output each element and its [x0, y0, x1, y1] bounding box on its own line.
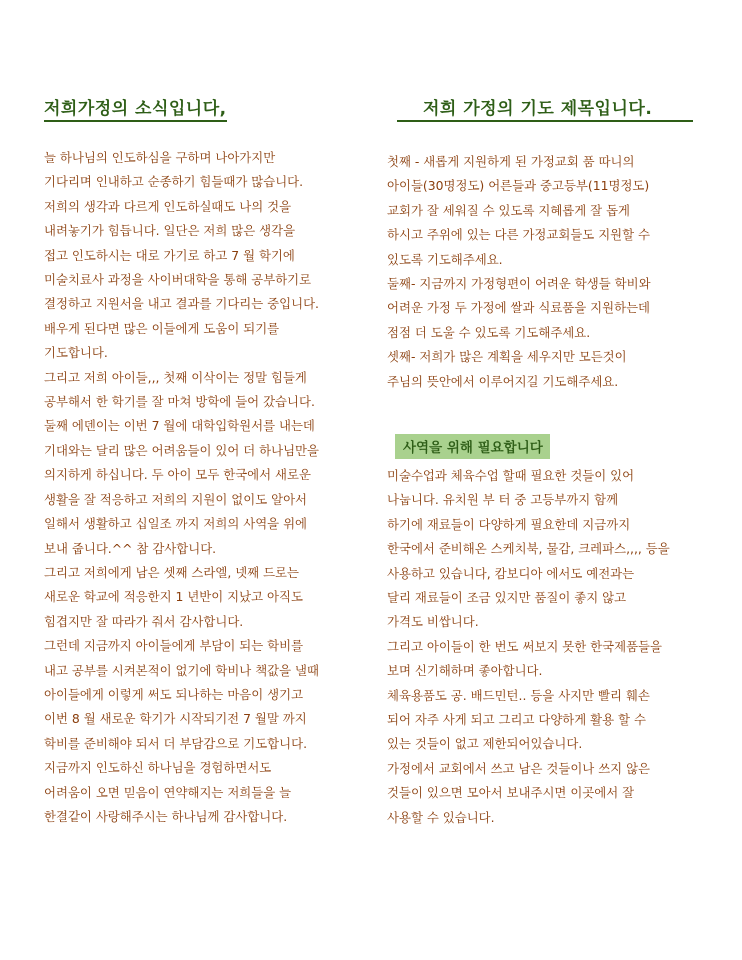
- family-news-line: 힘겹지만 잘 따라가 줘서 감사합니다.: [44, 613, 244, 629]
- prayer-request-line: 하시고 주위에 있는 다른 가정교회들도 지원할 수: [387, 227, 651, 243]
- needs-line: 사용하고 있습니다, 캄보디아 에서도 예전과는: [387, 565, 635, 581]
- prayer-request-line: 점점 더 도울 수 있도록 기도해주세요.: [387, 324, 591, 340]
- needs-line: 하기에 재료들이 다양하게 필요한데 지금까지: [387, 516, 631, 532]
- prayer-requests-heading: 저희 가정의 기도 제목입니다.: [397, 94, 693, 122]
- needs-line: 나눕니다. 유치원 부 터 중 고등부까지 함께: [387, 492, 619, 508]
- needs-line: 것들이 있으면 모아서 보내주시면 이곳에서 잘: [387, 785, 635, 801]
- needs-line: 되어 자주 사게 되고 그리고 다양하게 활용 할 수: [387, 712, 646, 728]
- needs-line: 한국에서 준비해온 스케치북, 물감, 크레파스,,,, 등을: [387, 541, 670, 557]
- prayer-request-line: 셋째- 저희가 많은 계획을 세우지만 모든것이: [387, 349, 627, 365]
- prayer-request-line: 교회가 잘 세워질 수 있도록 지혜롭게 잘 돕게: [387, 202, 631, 218]
- family-news-line: 학비를 준비해야 되서 더 부담감으로 기도합니다.: [44, 735, 308, 751]
- needs-line: 그리고 아이들이 한 번도 써보지 못한 한국제품들을: [387, 638, 662, 654]
- needs-heading-wrapper: [387, 434, 550, 459]
- family-news-line: 기대와는 달리 많은 어려움들이 있어 더 하나님만을: [44, 442, 319, 458]
- family-news-line: 기도합니다.: [44, 345, 108, 361]
- family-news-line: 결정하고 지원서을 내고 결과를 기다리는 중입니다.: [44, 296, 319, 312]
- family-news-line: 저희의 생각과 다르게 인도하실때도 나의 것을: [44, 198, 292, 214]
- right-column: [387, 94, 717, 825]
- family-news-line: 어려움이 오면 믿음이 연약해지는 저희들을 늘: [44, 784, 292, 800]
- family-news-line: 늘 하나님의 인도하심을 구하며 나아가지만: [44, 150, 276, 165]
- family-news-line: 공부해서 한 학기를 잘 마쳐 방학에 들어 갔습니다.: [44, 394, 315, 410]
- family-news-line: 미술치료사 과정을 사이버대학을 통해 공부하기로: [44, 272, 312, 288]
- needs-line: 사용할 수 있습니다.: [387, 809, 495, 825]
- family-news-line: 지금까지 인도하신 하나님을 경험하면서도: [44, 760, 272, 776]
- family-news-line: 의지하게 하십니다. 두 아이 모두 한국에서 새로운: [44, 467, 311, 483]
- family-news-line: 한결같이 사랑해주시는 하나님께 감사합니다.: [44, 808, 288, 824]
- family-news-line: 그리고 저희 아이들,,, 첫째 이삭이는 정말 힘들게: [44, 369, 307, 385]
- needs-line: 보며 신기해하며 좋아합니다.: [387, 663, 543, 679]
- family-news-line: 둘째 에덴이는 이번 7 월에 대학입학원서를 내는데: [44, 418, 315, 434]
- family-news-line: 그런데 지금까지 아이들에게 부담이 되는 학비를: [44, 638, 304, 654]
- needs-line: 미술수업과 체육수업 할때 필요한 것들이 있어: [387, 468, 635, 483]
- prayer-request-line: 어려운 가정 두 가정에 쌀과 식료품을 지원하는데: [387, 300, 651, 316]
- prayer-request-line: 있도록 기도해주세요.: [387, 251, 503, 267]
- family-news-line: 내고 공부를 시켜본적이 없기에 학비나 책값을 낼때: [44, 662, 319, 678]
- family-news-line: 보내 줍니다.^^ 참 감사합니다.: [44, 540, 217, 556]
- prayer-request-line: 아이들(30명정도) 어른들과 중고등부(11명정도): [387, 178, 650, 194]
- family-news-line: 기다리며 인내하고 순종하기 힘들때가 많습니다.: [44, 174, 304, 190]
- family-news-body: [44, 146, 319, 829]
- needs-line: 체육용품도 공. 배드민턴.. 등을 사지만 빨리 훼손: [387, 687, 650, 703]
- prayer-requests-body: [387, 150, 651, 394]
- family-news-line: 접고 인도하시는 대로 가기로 하고 7 월 학기에: [44, 247, 295, 263]
- needs-line: 있는 것들이 없고 제한되어있습니다.: [387, 736, 583, 752]
- family-news-line: 일해서 생활하고 십일조 까지 저희의 사역을 위에: [44, 516, 308, 532]
- family-news-heading: 저희가정의 소식입니다,: [44, 94, 227, 122]
- family-news-line: 아이들에게 이렇게 써도 되나하는 마음이 생기고: [44, 686, 304, 702]
- family-news-line: 이번 8 월 새로운 학기가 시작되기전 7 월말 까지: [44, 711, 307, 727]
- prayer-request-line: 둘째- 지금까지 가정형편이 어려운 학생들 학비와: [387, 276, 651, 292]
- family-news-line: 생활을 잘 적응하고 저희의 지원이 없이도 알아서: [44, 491, 308, 507]
- left-column: [44, 94, 364, 824]
- family-news-line: 그리고 저희에게 남은 셋째 스라엘, 넷째 드로는: [44, 564, 299, 580]
- family-news-line: 내려놓기가 힘듭니다. 일단은 저희 많은 생각을: [44, 223, 296, 239]
- prayer-request-line: 주님의 뜻안에서 이루어지길 기도해주세요.: [387, 373, 619, 389]
- needs-line: 가격도 비쌉니다.: [387, 614, 479, 630]
- needs-body: [387, 464, 670, 830]
- prayer-request-line: 첫째 - 새롭게 지원하게 된 가정교회 품 따니의: [387, 154, 635, 169]
- family-news-line: 배우게 된다면 많은 이들에게 도움이 되기를: [44, 320, 280, 336]
- needs-line: 가정에서 교회에서 쓰고 남은 것들이나 쓰지 않은: [387, 760, 651, 776]
- family-news-line: 새로운 학교에 적응한지 1 년반이 지났고 아직도: [44, 589, 303, 605]
- needs-line: 달리 재료들이 조금 있지만 품질이 좋지 않고: [387, 590, 627, 606]
- needs-heading: 사역을 위해 필요합니다: [395, 434, 550, 459]
